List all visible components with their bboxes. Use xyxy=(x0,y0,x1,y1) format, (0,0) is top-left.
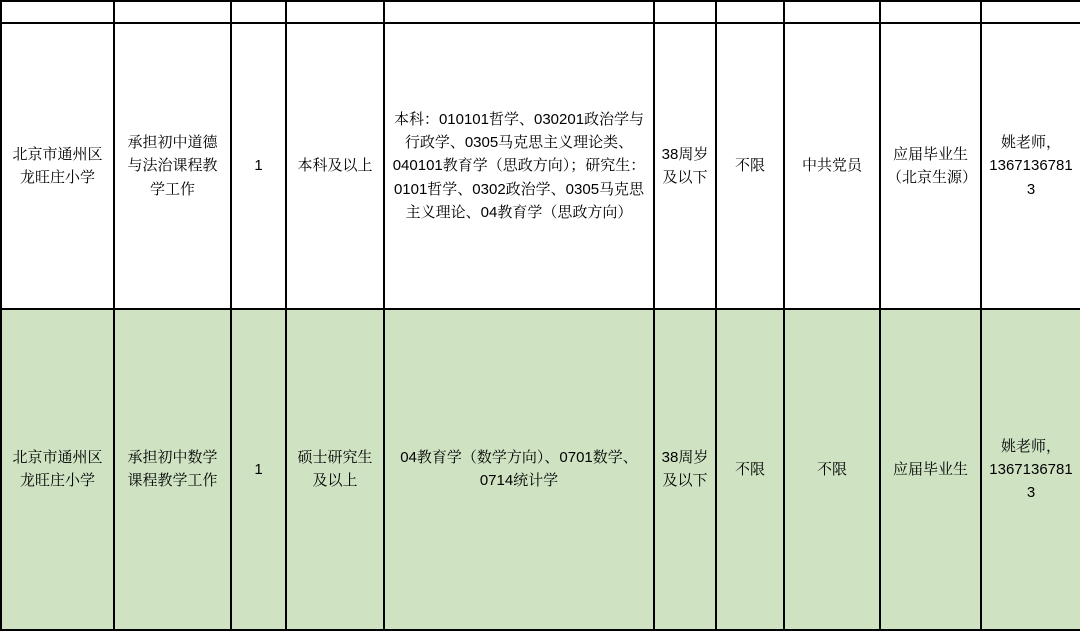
table-top-spacer-row xyxy=(1,1,1080,23)
spacer-cell xyxy=(716,1,784,23)
cell-major: 本科：010101哲学、030201政治学与行政学、0305马克思主义理论类、040101教育学（思政方向）；研究生：0101哲学、0302政治学、0305马克思主义理论、04教育学（思政方向） xyxy=(384,23,654,309)
cell-experience: 不限 xyxy=(716,309,784,630)
cell-political: 不限 xyxy=(784,309,880,630)
cell-degree: 硕士研究生及以上 xyxy=(286,309,384,630)
spacer-cell xyxy=(654,1,716,23)
cell-political: 中共党员 xyxy=(784,23,880,309)
spacer-cell xyxy=(784,1,880,23)
cell-unit: 北京市通州区龙旺庄小学 xyxy=(1,309,114,630)
spacer-cell xyxy=(384,1,654,23)
cell-post: 承担初中道德与法治课程教学工作 xyxy=(114,23,231,309)
spacer-cell xyxy=(231,1,286,23)
table-row xyxy=(1,23,1080,309)
cell-unit: 北京市通州区龙旺庄小学 xyxy=(1,23,114,309)
cell-count: 1 xyxy=(231,23,286,309)
cell-count: 1 xyxy=(231,309,286,630)
spacer-cell xyxy=(114,1,231,23)
cell-other: 应届毕业生（北京生源） xyxy=(880,23,981,309)
cell-experience: 不限 xyxy=(716,23,784,309)
cell-other: 应届毕业生 xyxy=(880,309,981,630)
table-row xyxy=(1,309,1080,630)
spacer-cell xyxy=(1,1,114,23)
cell-contact: 姚老师，13671367813 xyxy=(981,23,1080,309)
spacer-cell xyxy=(880,1,981,23)
cell-post: 承担初中数学课程教学工作 xyxy=(114,309,231,630)
cell-degree: 本科及以上 xyxy=(286,23,384,309)
spacer-cell xyxy=(981,1,1080,23)
spacer-cell xyxy=(286,1,384,23)
cell-contact: 姚老师，13671367813 xyxy=(981,309,1080,630)
cell-major: 04教育学（数学方向）、0701数学、0714统计学 xyxy=(384,309,654,630)
cell-age: 38周岁及以下 xyxy=(654,23,716,309)
cell-age: 38周岁及以下 xyxy=(654,309,716,630)
